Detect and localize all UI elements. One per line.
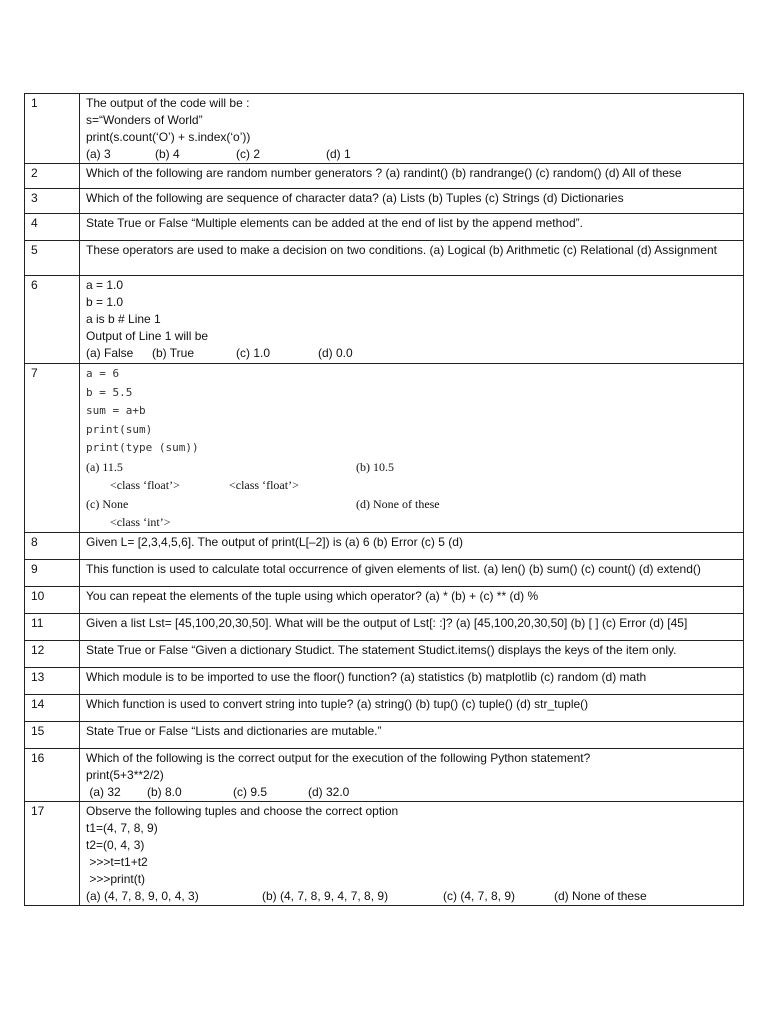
code-line: sum = a+b — [86, 404, 146, 417]
question-number: 11 — [25, 613, 80, 640]
question-number: 1 — [25, 94, 80, 164]
table-row — [25, 721, 744, 748]
question-line: Which of the following is the correct output for the execution of the following Python statement? — [86, 750, 591, 765]
options-line — [86, 888, 739, 905]
question-line: print(s.count(‘O’) + s.index(‘o’)) — [86, 130, 251, 144]
question-number: 9 — [25, 559, 80, 586]
choice-d: (d) None of these — [356, 496, 440, 511]
table-row — [25, 364, 744, 533]
question-number: 10 — [25, 586, 80, 613]
question-text: Which of the following are sequence of character data? (a) Lists (b) Tuples (c) Strings (d) Dictionaries — [80, 189, 744, 214]
question-line: t2=(0, 4, 3) — [86, 837, 145, 852]
question-text: State True or False “Lists and dictionaries are mutable.” — [80, 721, 744, 748]
table-row — [25, 189, 744, 214]
options-line — [86, 345, 739, 362]
question-number: 14 — [25, 694, 80, 721]
options-line — [86, 784, 739, 801]
question-text: Which of the following are random number generators ? (a) randint() (b) randrange() (c) random() (d) All of these — [80, 164, 744, 189]
table-row — [25, 667, 744, 694]
question-text: These operators are used to make a decision on two conditions. (a) Logical (b) Arithmetic (c) Relational (d) Assignment — [80, 241, 744, 276]
choice-a: (a) 11.5 — [86, 459, 123, 474]
option: (d) 0.0 — [318, 346, 353, 360]
code-line: b = 5.5 — [86, 385, 133, 399]
choice-b: (b) 10.5 — [356, 459, 394, 474]
option: (b) (4, 7, 8, 9, 4, 7, 8, 9) — [262, 888, 389, 903]
question-text: State True or False “Given a dictionary Studict. The statement Studict.items() displays the keys of the item only. — [80, 640, 744, 667]
option: (c) (4, 7, 8, 9) — [443, 888, 516, 903]
table-row — [25, 559, 744, 586]
question-line: b = 1.0 — [86, 295, 124, 309]
question-line: >>>t=t1+t2 — [86, 854, 148, 869]
question-number: 16 — [25, 748, 80, 801]
code-line: print(type (sum)) — [86, 441, 199, 454]
option: (b) 8.0 — [147, 784, 182, 799]
code-line: print(sum) — [86, 422, 153, 436]
option: (a) False — [86, 346, 134, 360]
question-number: 2 — [25, 164, 80, 189]
table-row — [25, 214, 744, 241]
table-row — [25, 694, 744, 721]
question-line: t1=(4, 7, 8, 9) — [86, 820, 158, 835]
question-number: 13 — [25, 667, 80, 694]
table-row — [25, 748, 744, 801]
table-row — [25, 94, 744, 164]
choice-row — [86, 495, 739, 514]
question-text: You can repeat the elements of the tuple using which operator? (a) * (b) + (c) ** (d) % — [80, 586, 744, 613]
question-number: 15 — [25, 721, 80, 748]
table-row — [25, 276, 744, 364]
code-line: a = 6 — [86, 367, 120, 380]
choice-row — [86, 458, 739, 477]
question-number: 5 — [25, 241, 80, 276]
question-number: 3 — [25, 189, 80, 214]
question-cell — [80, 94, 744, 164]
question-line: Observe the following tuples and choose the correct option — [86, 803, 399, 818]
question-text: State True or False “Multiple elements can be added at the end of list by the append method”. — [80, 214, 744, 241]
option: (c) 1.0 — [236, 346, 271, 360]
choice-a-type: <class ‘float’> — [110, 478, 180, 492]
question-line: a = 1.0 — [86, 278, 124, 292]
option: (d) None of these — [554, 888, 647, 903]
choice-c: (c) None — [86, 496, 129, 511]
option: (c) 9.5 — [233, 784, 268, 799]
option: (b) True — [152, 346, 195, 360]
question-text: This function is used to calculate total occurrence of given elements of list. (a) len() (b) sum() (c) count() (d) extend() — [80, 559, 744, 586]
question-cell — [80, 801, 744, 905]
table-row — [25, 640, 744, 667]
table-row — [25, 532, 744, 559]
question-cell — [80, 748, 744, 801]
question-cell — [80, 276, 744, 364]
choice-a-type: <class ‘float’> — [229, 478, 299, 492]
question-number: 17 — [25, 801, 80, 905]
question-line: >>>print(t) — [86, 871, 146, 886]
table-row — [25, 801, 744, 905]
table-row — [25, 164, 744, 189]
table-row — [25, 241, 744, 276]
option: (a) 3 — [86, 147, 111, 161]
question-text: Which module is to be imported to use the floor() function? (a) statistics (b) matplotlib (c) random (d) math — [80, 667, 744, 694]
question-line: s=“Wonders of World” — [86, 113, 203, 127]
question-line: print(5+3**2/2) — [86, 767, 164, 782]
question-number: 6 — [25, 276, 80, 364]
choice-row — [86, 476, 739, 495]
option: (a) 32 — [86, 784, 121, 799]
question-line: Output of Line 1 will be — [86, 329, 209, 343]
question-number: 4 — [25, 214, 80, 241]
option: (a) (4, 7, 8, 9, 0, 4, 3) — [86, 888, 199, 903]
question-cell — [80, 364, 744, 533]
options-line — [86, 146, 739, 163]
question-number: 12 — [25, 640, 80, 667]
choice-c-type: <class ‘int’> — [110, 515, 171, 529]
option: (c) 2 — [236, 147, 260, 161]
choice-row — [86, 513, 739, 532]
table-row — [25, 586, 744, 613]
question-number: 8 — [25, 532, 80, 559]
question-text: Given a list Lst= [45,100,20,30,50]. What will be the output of Lst[: :]? (a) [45,100,20,30,50] (b) [ ] (c) Error (d) [45] — [80, 613, 744, 640]
question-line: The output of the code will be : — [86, 96, 250, 110]
question-text: Which function is used to convert string into tuple? (a) string() (b) tup() (c) tuple() (d) str_tuple() — [80, 694, 744, 721]
option: (b) 4 — [155, 147, 180, 161]
option: (d) 32.0 — [308, 784, 350, 799]
question-line: a is b # Line 1 — [86, 312, 161, 326]
question-table — [24, 93, 744, 906]
question-number: 7 — [25, 364, 80, 533]
option: (d) 1 — [326, 147, 351, 161]
question-text: Given L= [2,3,4,5,6]. The output of print(L[–2]) is (a) 6 (b) Error (c) 5 (d) — [80, 532, 744, 559]
table-row — [25, 613, 744, 640]
